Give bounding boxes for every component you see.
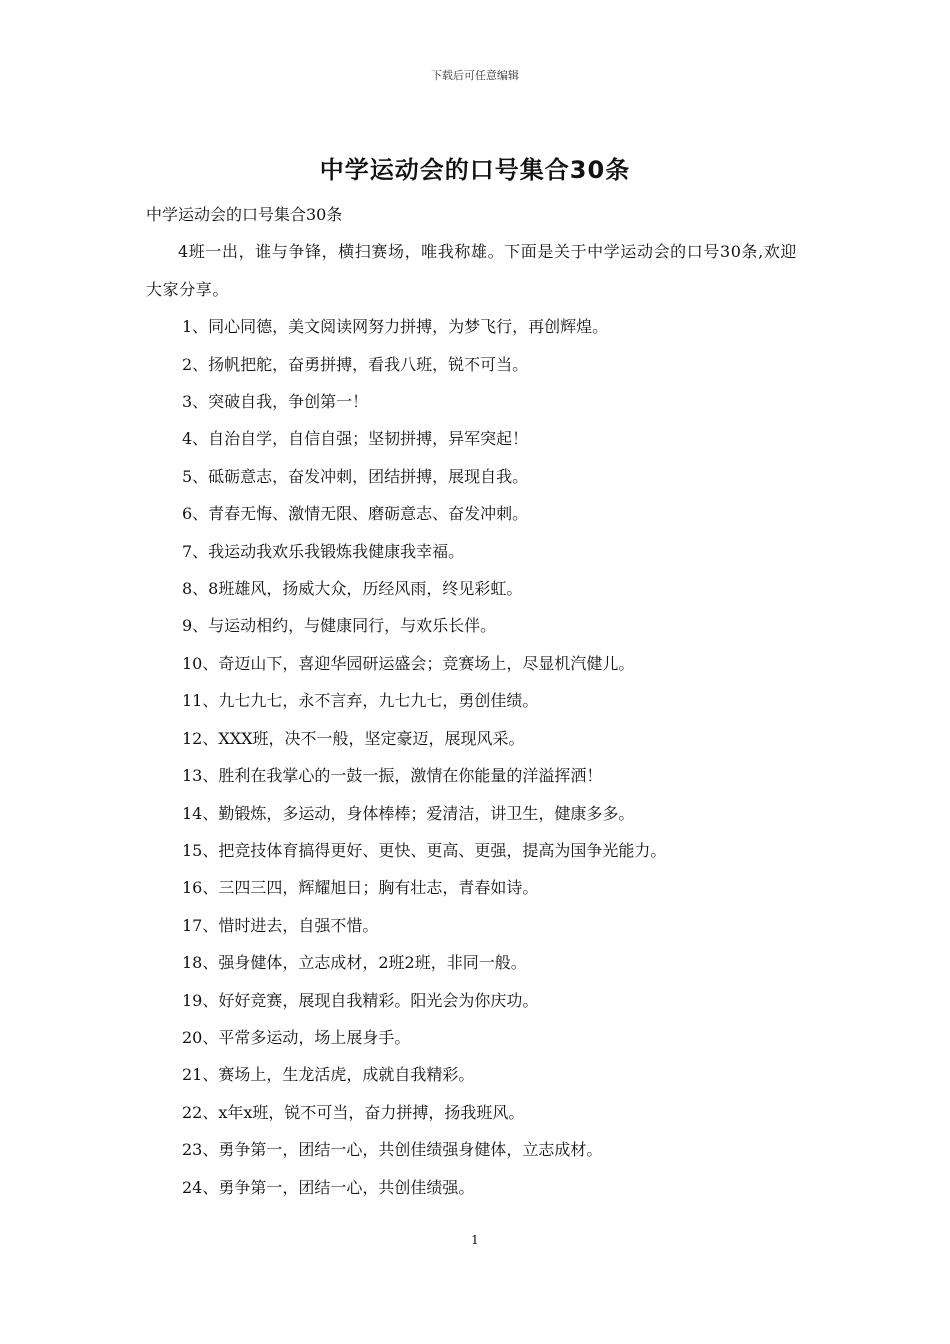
- slogan-item: 22、x年x班，锐不可当，奋力拼搏，扬我班风。: [182, 1102, 525, 1122]
- slogan-item: 18、强身健体，立志成材，2班2班，非同一般。: [182, 953, 527, 973]
- slogan-item: 7、我运动我欢乐我锻炼我健康我幸福。: [182, 541, 465, 561]
- slogan-item: 20、平常多运动，场上展身手。: [182, 1027, 411, 1047]
- slogan-item: 10、奇迈山下，喜迎华园研运盛会；竞赛场上，尽显机汽健儿。: [182, 653, 635, 673]
- slogan-item: 12、XXX班，决不一般，坚定豪迈，展现风采。: [182, 728, 525, 748]
- page-number: 1: [471, 1233, 479, 1247]
- slogan-item: 14、勤锻炼，多运动，身体棒棒；爱清洁，讲卫生，健康多多。: [182, 803, 635, 823]
- slogan-item: 1、同心同德，美文阅读网努力拼搏，为梦飞行，再创辉煌。: [182, 317, 609, 337]
- slogan-item: 4、自治自学，自信自强；坚韧拼搏，异军突起！: [182, 429, 529, 449]
- document-body: [146, 196, 812, 1206]
- slogan-item: 21、赛场上，生龙活虎，成就自我精彩。: [182, 1065, 475, 1085]
- document-subtitle: 中学运动会的口号集合30条: [146, 205, 343, 224]
- slogan-item: 2、扬帆把舵，奋勇拼搏，看我八班，锐不可当。: [182, 354, 529, 374]
- slogan-item: 6、青春无悔、激情无限、磨砺意志、奋发冲刺。: [182, 504, 529, 524]
- slogan-item: 8、8班雄风，扬威大众，历经风雨，终见彩虹。: [182, 579, 523, 599]
- slogan-item: 5、砥砺意志，奋发冲刺，团结拼搏，展现自我。: [182, 466, 529, 486]
- slogan-item: 19、好好竞赛，展现自我精彩。阳光会为你庆功。: [182, 990, 539, 1010]
- slogan-item: 13、胜利在我掌心的一鼓一振，激情在你能量的洋溢挥洒！: [182, 766, 603, 786]
- slogan-item: 24、勇争第一，团结一心，共创佳绩强。: [182, 1177, 475, 1197]
- slogan-item: 23、勇争第一，团结一心，共创佳绩强身健体，立志成材。: [182, 1140, 603, 1160]
- slogan-item: 15、把竞技体育搞得更好、更快、更高、更强，提高为国争光能力。: [182, 840, 667, 860]
- intro-paragraph: 4班一出，谁与争锋，横扫赛场，唯我称雄。下面是关于中学运动会的口号30条,欢迎大家分享。: [146, 242, 798, 299]
- slogan-item: 9、与运动相约，与健康同行，与欢乐长伴。: [182, 616, 497, 636]
- slogan-item: 3、突破自我，争创第一！: [182, 392, 369, 412]
- slogan-item: 11、九七九七，永不言弃，九七九七，勇创佳绩。: [182, 691, 539, 711]
- page-header-note: 下载后可任意编辑: [431, 69, 519, 82]
- document-title: 中学运动会的口号集合30条: [319, 156, 631, 184]
- slogan-item: 17、惜时进去，自强不惜。: [182, 915, 379, 935]
- slogan-item: 16、三四三四，辉耀旭日；胸有壮志，青春如诗。: [182, 878, 539, 898]
